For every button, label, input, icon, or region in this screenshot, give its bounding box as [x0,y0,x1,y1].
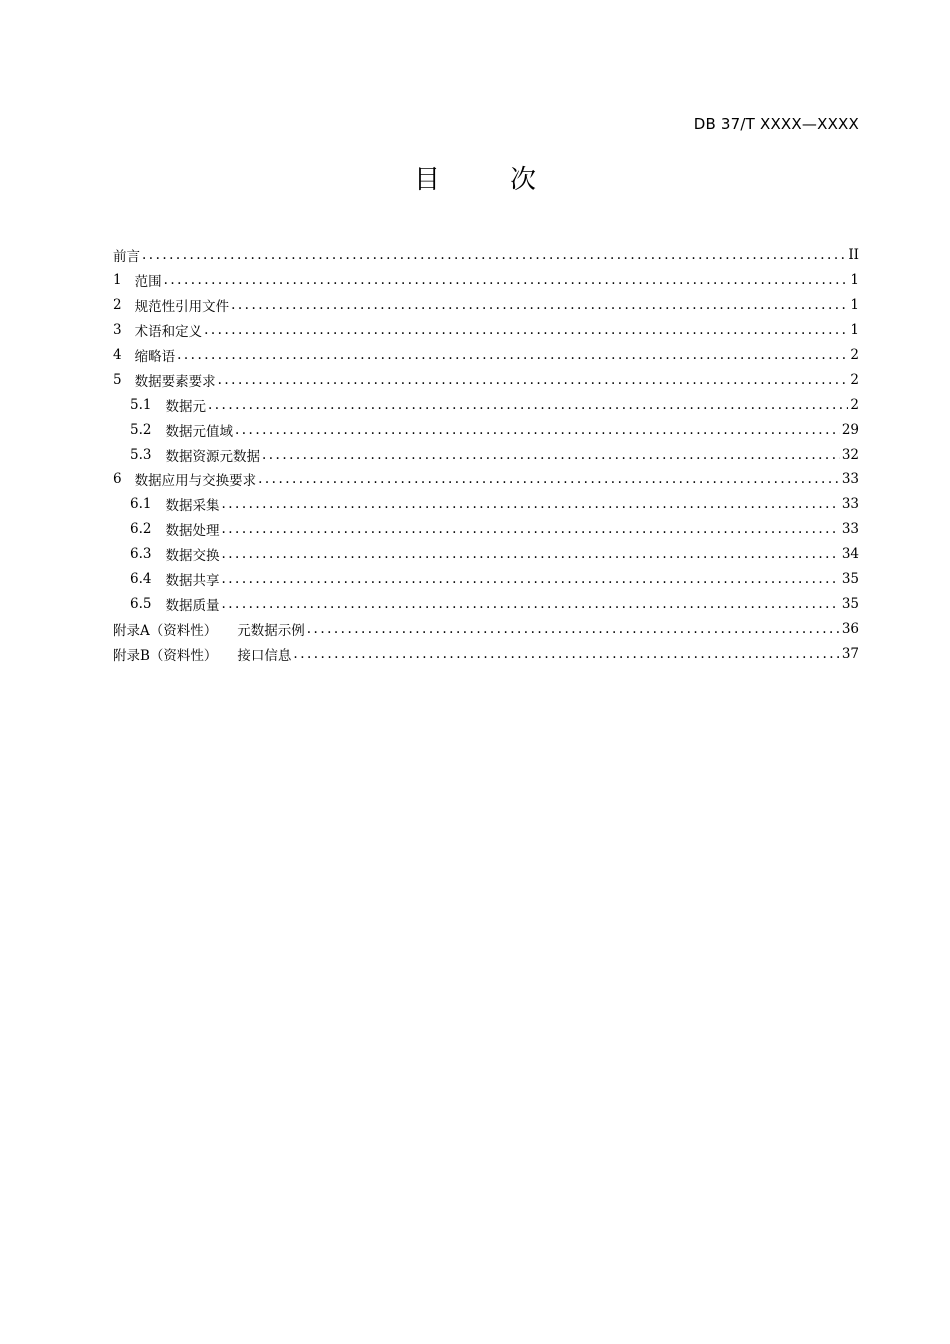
toc-entry-4[interactable] [113,343,859,368]
toc-leader-dots [221,545,839,563]
toc-entry-label: 数据处理 [165,523,220,540]
toc-entry-page: 1 [850,297,859,314]
toc-entry-number: 3 [113,322,122,339]
toc-entry-1[interactable] [113,268,859,293]
toc-entry-label: 元数据示例 [237,622,305,639]
toc-leader-dots [208,396,848,414]
toc-entry-label: 数据要素要求 [134,373,216,390]
toc-entry-label: 范围 [134,274,162,291]
toc-appendix-number: 附录B（资料性） [113,647,218,664]
toc-entry-5-1[interactable] [113,392,859,417]
table-of-contents [113,243,859,666]
toc-leader-dots [204,321,848,339]
toc-entry-page: 35 [841,571,859,588]
toc-entry-5-3[interactable] [113,442,859,467]
toc-entry-page: 2 [850,371,859,388]
toc-entry-number: 6.3 [130,546,152,563]
toc-leader-dots [258,470,840,488]
toc-entry-page: 33 [841,521,859,538]
toc-leader-dots [231,296,848,314]
toc-leader-dots [142,246,846,264]
toc-entry-page: 33 [841,471,859,488]
toc-entry-number: 5.2 [130,421,152,438]
toc-leader-dots [307,620,840,638]
toc-entry-label: 前言 [113,249,140,266]
toc-entry-page: 1 [850,322,859,339]
toc-leader-dots [164,271,849,289]
toc-leader-dots [235,421,840,439]
toc-entry-appendix-a[interactable] [113,616,859,641]
toc-leader-dots [221,595,839,613]
toc-entry-label: 数据共享 [165,573,220,590]
toc-entry-page: 35 [841,595,859,612]
toc-entry-label: 术语和定义 [134,324,203,341]
toc-entry-number: 5.3 [130,446,152,463]
toc-leader-dots [293,645,839,663]
toc-leader-dots [262,446,840,464]
toc-entry-3[interactable] [113,318,859,343]
toc-entry-label: 数据元 [165,398,206,415]
toc-entry-label: 数据交换 [165,548,220,565]
toc-entry-page: 37 [841,645,859,662]
toc-entry-6-1[interactable] [113,492,859,517]
toc-entry-page: II [848,247,859,264]
toc-entry-label: 接口信息 [237,647,292,664]
toc-entry-number: 1 [113,272,122,289]
toc-entry-number: 6.5 [130,595,152,612]
toc-entry-page: 36 [841,620,859,637]
toc-leader-dots [218,371,849,389]
toc-leader-dots [221,570,839,588]
toc-leader-dots [221,520,839,538]
toc-entry-5[interactable] [113,367,859,392]
toc-entry-number: 6.1 [130,496,152,513]
page-title: 目 次 [413,165,558,195]
toc-entry-page: 2 [850,396,859,413]
toc-entry-number: 4 [113,347,122,363]
toc-entry-label: 缩略语 [134,349,176,365]
toc-entry-page: 33 [841,496,859,513]
toc-entry-number: 2 [113,297,122,314]
toc-entry-label: 规范性引用文件 [134,299,230,316]
toc-entry-page: 34 [841,546,859,563]
toc-entry-number: 5 [113,371,122,388]
toc-entry-page: 32 [841,446,859,463]
toc-entry-label: 数据采集 [165,498,220,515]
toc-entry-appendix-b[interactable] [113,641,859,666]
toc-entry-page: 2 [850,347,859,363]
toc-entry-label: 数据质量 [165,597,220,614]
toc-entry-6-4[interactable] [113,567,859,592]
toc-entry-6-3[interactable] [113,542,859,567]
toc-entry-5-2[interactable] [113,417,859,442]
toc-entry-label: 数据元值域 [165,423,233,440]
toc-entry-number: 6 [113,471,122,488]
toc-entry-label: 数据应用与交换要求 [134,473,257,490]
toc-entry-6[interactable] [113,467,859,492]
toc-entry-number: 5.1 [130,396,152,413]
toc-entry-page: 1 [850,272,859,289]
toc-leader-dots [177,346,848,364]
toc-leader-dots [221,495,839,513]
toc-entry-6-5[interactable] [113,591,859,616]
toc-entry-number: 6.4 [130,571,152,588]
toc-entry-preface[interactable] [113,243,859,268]
toc-appendix-number: 附录A（资料性） [113,622,218,639]
standard-code: DB 37/T XXXX—XXXX [693,115,859,133]
toc-entry-page: 29 [841,421,859,438]
toc-entry-6-2[interactable] [113,517,859,542]
toc-entry-label: 数据资源元数据 [165,448,260,465]
toc-entry-2[interactable] [113,293,859,318]
toc-entry-number: 6.2 [130,521,152,538]
